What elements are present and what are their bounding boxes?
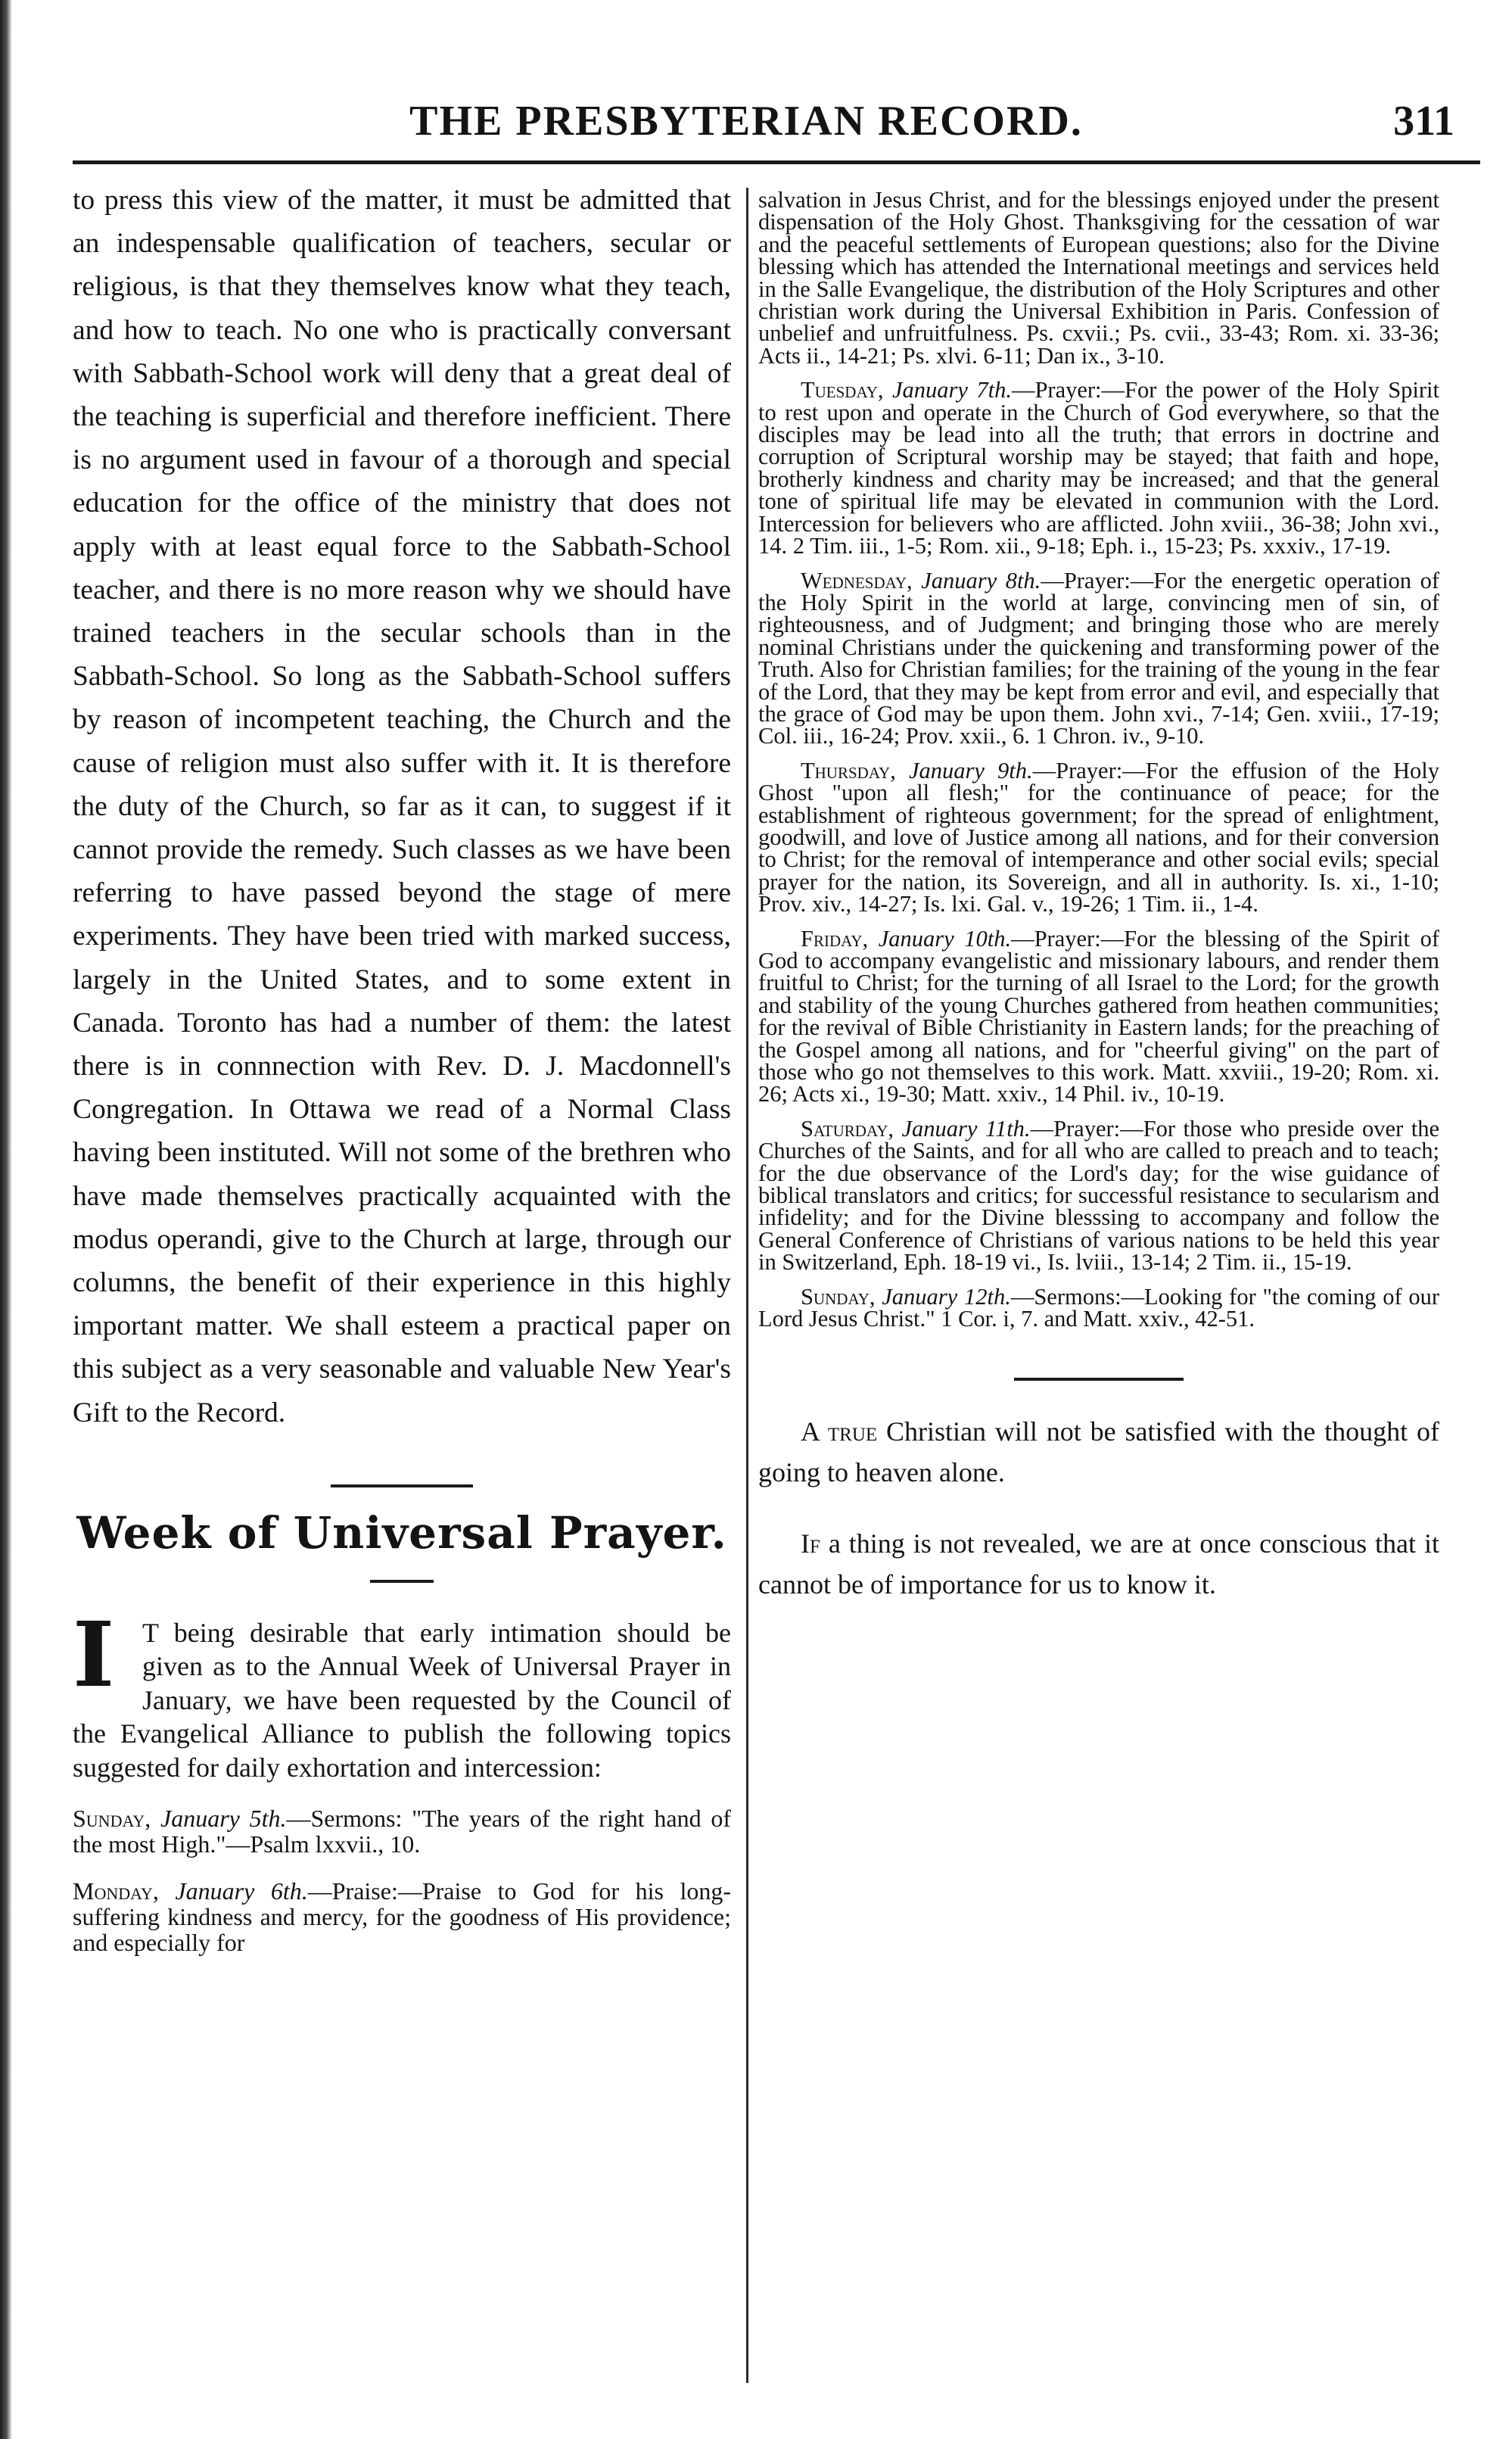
entry-text: —Prayer:—For the effusion of the Holy Ghost "upon all flesh;" for the continuance of peace; for the establishment of righteous government; for the spread of enlightment, goodwill, and love of Justice among all nations, and for their conversion to Christ; for the removal of intemperance and other social evils; special prayer for the nation, its Sovereign, and all in authority. Is. xi., 1-10; Prov. xiv., 14-27; Is. lxi. Gal. v., 19-26; 1 Tim. ii., 1-4. xyxy=(758,757,1439,917)
entry-day: Saturday, xyxy=(801,1115,894,1142)
prayer-entry-sunday xyxy=(73,1805,731,1857)
prayer-intro xyxy=(73,1601,731,1785)
prayer-entry-saturday xyxy=(758,1115,1439,1276)
entry-text: —Prayer:—For those who preside over the Churches of the Saints, and for all who are called to preach and to teach; for the due observance of the Lord's day; for the wise guidance of biblical translators and critics; for successful resistance to secularism and infidelity; and for the Divine blesssing to accompany and follow the General Conference of Christians of various nations to be held this year in Switzerland, Eph. 18-19 vi., Is. lviii., 13-14; 2 Tim. ii., 15-19. xyxy=(758,1115,1439,1276)
prayer-entry-sunday-closing xyxy=(758,1283,1440,1332)
prayer-entry-thursday xyxy=(758,757,1439,917)
running-title: THE PRESBYTERIAN RECORD. xyxy=(409,98,1083,145)
entry-text: —Prayer:—For the energetic operation of the Holy Spirit in the world at large, convincing men of sin, of righteousness, and of Judgment; and bringing those who are merely nominal Christians under the quickening and transforming power of the Truth. Also for Christian families; for the training of the young in the fear of the Lord, that they may be kept from error and evil, and especially that the grace of God may be upon them. John xvi., 7-14; Gen. xviii., 17-19; Col. iii., 16-24; Prov. xxii., 6. 1 Chron. iv., 9-10. xyxy=(758,567,1440,749)
entry-date: January 11th. xyxy=(901,1115,1031,1142)
entry-date: January 5th. xyxy=(160,1805,287,1833)
entry-day: Sunday, xyxy=(73,1805,151,1833)
prayer-entry-tuesday xyxy=(758,379,1439,557)
closing-note-2 xyxy=(758,1523,1439,1605)
prayer-entry-monday xyxy=(73,1878,731,1955)
entry-date: January 7th. xyxy=(891,377,1012,403)
column-divider xyxy=(746,188,748,2383)
entry-day: Friday, xyxy=(801,925,869,952)
right-column xyxy=(758,189,1439,1605)
page-header xyxy=(73,97,1473,151)
section-separator xyxy=(1014,1378,1184,1381)
section-heading: Week of Universal Prayer. xyxy=(76,1506,727,1559)
entry-text: —Sermons:—Looking for "the coming of our Lord Jesus Christ." 1 Cor. i, 7. and Matt. xxiv., 42-51. xyxy=(758,1283,1440,1332)
page-edge-shadow xyxy=(0,0,12,2439)
entry-text: —Prayer:—For the blessing of the Spirit of God to accompany evangelistic and missionary labours, and render them fruitful to Christ; for the turning of all Israel to the Lord; for the growth and stability of the young Churches gathered from heathen communities; for the revival of Bible Christianity in Eastern lands; for the preaching of the Gospel among all nations, and for "cheerful giving" on the part of those who go not themselves to this work. Matt. xxviii., 19-20; Rom. xi. 26; Acts xi., 19-30; Matt. xxiv., 14 Phil. iv., 10-19. xyxy=(758,925,1440,1107)
entry-text: salvation in Jesus Christ, and for the blessings enjoyed under the present dispensation of the Holy Ghost. Thanksgiving for the cessation of war and the peaceful settlements of European questions; also for the Divine blessing which has attended the International meetings and services held in the Salle Evangelique, the distribution of the Holy Scriptures and other christian work during the Universal Exhibition in Paris. Confession of unbelief and unfruitfulness. Ps. cxvii.; Ps. cvii., 33-43; Rom. xi. 33-36; Acts ii., 14-21; Ps. xlvi. 6-11; Dan ix., 3-10. xyxy=(758,187,1439,369)
section-separator xyxy=(331,1484,473,1487)
closing-note-1 xyxy=(758,1411,1439,1493)
left-column xyxy=(73,179,731,1955)
closing-lead: If xyxy=(801,1528,820,1559)
prayer-entry-friday xyxy=(758,925,1440,1107)
entry-day: Sunday, xyxy=(801,1283,876,1310)
entry-day: Monday, xyxy=(73,1877,159,1905)
entry-day: Thursday, xyxy=(801,757,896,783)
closing-text: a thing is not revealed, we are at once conscious that it cannot be of importance for us to know it. xyxy=(758,1528,1439,1600)
heading-underline xyxy=(370,1580,434,1583)
entry-date: January 10th. xyxy=(878,925,1012,952)
closing-text: Christian will not be satisfied with the thought of going to heaven alone. xyxy=(758,1416,1439,1487)
entry-date: January 6th. xyxy=(175,1877,308,1905)
intro-text: T being desirable that early intimation should be given as to the Annual Week of Universal Prayer in January, we have been requested by the Council of the Evangelical Alliance to publish the following topics suggested for daily exhortation and intercession: xyxy=(73,1617,731,1783)
entry-date: January 12th. xyxy=(882,1283,1011,1310)
page-number: 311 xyxy=(1393,98,1454,145)
entry-text: —Praise:—Praise to God for his long-suffering kindness and mercy, for the goodness of His providence; and especially for xyxy=(73,1877,732,1957)
entry-text: —Prayer:—For the power of the Holy Spirit to rest upon and operate in the Church of God everywhere, so that the disciples may be lead into all the truth; that errors in doctrine and corruption of Scriptural worship may be stayed; that faith and hope, brotherly kindness and charity may be increased; and that the general tone of spiritual life may be elevated in communion with the Lord. Intercession for believers who are afflicted. John xviii., 36-38; John xvi., 14. 2 Tim. iii., 1-5; Rom. xii., 9-18; Eph. i., 15-23; Ps. xxxiv., 17-19. xyxy=(758,377,1440,559)
editorial-paragraph: to press this view of the matter, it must be admitted that an indespensable qualification of teachers, secular or religious, is that they themselves know what they teach, and how to teach. No one who is practically conversant with Sabbath-School work will deny that a great deal of the teaching is superficial and therefore inefficient. There is no argument used in favour of a thorough and special education for the office of the ministry that does not apply with at least equal force to the Sabbath-School teacher, and there is no more reason why we should have trained teachers in the secular schools than in the Sabbath-School. So long as the Sabbath-School suffers by reason of incompetent teaching, the Church and the cause of religion must also suffer with it. It is therefore the duty of the Church, so far as it can, to suggest if it cannot provide the remedy. Such classes as we have been referring to have passed beyond the stage of mere experiments. They have been tried with marked success, largely in the United States, and to some extent in Canada. Toronto has had a number of them: the latest there is in connnection with Rev. D. J. Macdonnell's Congregation. In Ottawa we read of a Normal Class having been instituted. Will not some of the brethren who have made themselves practically acquainted with the modus operandi, give to the Church at large, through our columns, the benefit of their experience in this highly important matter. We shall esteem a practical paper on this subject as a very seasonable and valuable New Year's Gift to the Record. xyxy=(73,185,731,1428)
prayer-entry-monday-continued xyxy=(758,189,1439,367)
drop-cap: I xyxy=(73,1601,115,1707)
entry-date: January 8th. xyxy=(921,567,1041,593)
entry-day: Wednesday, xyxy=(801,567,913,593)
entry-text: —Sermons: "The years of the right hand of the most High."—Psalm lxxvii., 10. xyxy=(73,1805,732,1858)
entry-day: Tuesday, xyxy=(801,377,884,403)
prayer-entry-wednesday xyxy=(758,567,1440,749)
entry-date: January 9th. xyxy=(908,757,1033,783)
header-rule xyxy=(73,160,1480,164)
closing-lead: A true xyxy=(801,1416,878,1447)
